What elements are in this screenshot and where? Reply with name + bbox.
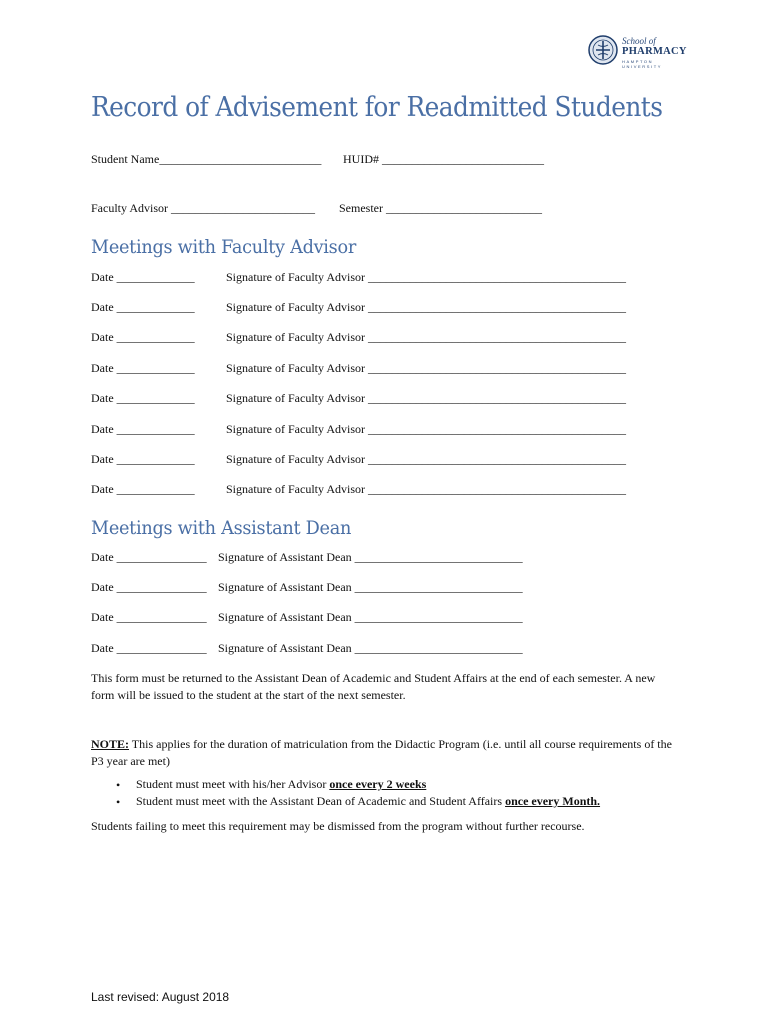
dean-signature-field: Signature of Assistant Dean ____________________________ xyxy=(218,610,523,624)
logo-school-of: School of xyxy=(622,36,656,46)
school-logo xyxy=(588,34,688,68)
revision-footer: Last revised: August 2018 xyxy=(91,990,230,1004)
logo-university: HAMPTON UNIVERSITY xyxy=(622,59,663,69)
faculty-date-field: Date _____________ xyxy=(91,482,195,496)
semester-field: Semester __________________________ xyxy=(339,201,542,215)
faculty-signature-field: Signature of Faculty Advisor ___________________________________________ xyxy=(226,482,626,496)
faculty-signature-field: Signature of Faculty Advisor ___________________________________________ xyxy=(226,330,626,344)
faculty-date-field: Date _____________ xyxy=(91,452,195,466)
dean-date-field: Date _______________ xyxy=(91,580,207,594)
seal-icon xyxy=(588,34,618,66)
dean-signature-field: Signature of Assistant Dean ____________________________ xyxy=(218,550,523,564)
faculty-signature-field: Signature of Faculty Advisor ___________________________________________ xyxy=(226,300,626,314)
dean-date-field: Date _______________ xyxy=(91,641,207,655)
faculty-meetings-heading: Meetings with Faculty Advisor xyxy=(91,236,357,258)
requirement-dean xyxy=(136,794,600,809)
requirement-frequency: once every 2 weeks xyxy=(329,777,427,791)
bullet-marker: • xyxy=(116,795,121,809)
requirement-text: Student must meet with the Assistant Dean of Academic and Student Affairs xyxy=(136,794,506,808)
requirement-advisor xyxy=(136,777,426,792)
duration-note xyxy=(91,736,681,770)
faculty-signature-field: Signature of Faculty Advisor ___________________________________________ xyxy=(226,452,626,466)
faculty-advisor-field: Faculty Advisor ________________________ xyxy=(91,201,315,215)
dean-date-field: Date _______________ xyxy=(91,610,207,624)
faculty-date-field: Date _____________ xyxy=(91,300,195,314)
faculty-date-field: Date _____________ xyxy=(91,361,195,375)
dean-meetings-heading: Meetings with Assistant Dean xyxy=(91,517,352,539)
consequence-text: Students failing to meet this requirement may be dismissed from the program without further recourse. xyxy=(91,819,585,833)
page-title: Record of Advisement for Readmitted Students xyxy=(91,92,663,123)
huid-field: HUID# ___________________________ xyxy=(343,152,544,166)
faculty-date-field: Date _____________ xyxy=(91,422,195,436)
return-instructions: This form must be returned to the Assistant Dean of Academic and Student Affairs at the end of each semester. A new form will be issued to the student at the start of the next semester. xyxy=(91,671,656,702)
faculty-signature-field: Signature of Faculty Advisor ___________________________________________ xyxy=(226,361,626,375)
logo-pharmacy: PHARMACY xyxy=(622,46,687,57)
student-name-field: Student Name___________________________ xyxy=(91,152,322,166)
faculty-date-field: Date _____________ xyxy=(91,391,195,405)
note-text: This applies for the duration of matriculation from the Didactic Program (i.e. until all course requirements of the P3 year are met) xyxy=(91,737,672,768)
requirement-frequency: once every Month. xyxy=(505,794,601,808)
faculty-signature-field: Signature of Faculty Advisor ___________________________________________ xyxy=(226,391,626,405)
dean-date-field: Date _______________ xyxy=(91,550,207,564)
faculty-date-field: Date _____________ xyxy=(91,330,195,344)
faculty-date-field: Date _____________ xyxy=(91,270,195,284)
bullet-marker: • xyxy=(116,778,121,792)
note-label: NOTE: xyxy=(91,737,130,751)
faculty-signature-field: Signature of Faculty Advisor ___________________________________________ xyxy=(226,422,626,436)
requirement-text: Student must meet with his/her Advisor xyxy=(136,777,330,791)
dean-signature-field: Signature of Assistant Dean ____________________________ xyxy=(218,641,523,655)
dean-signature-field: Signature of Assistant Dean ____________________________ xyxy=(218,580,523,594)
faculty-signature-field: Signature of Faculty Advisor ___________________________________________ xyxy=(226,270,626,284)
